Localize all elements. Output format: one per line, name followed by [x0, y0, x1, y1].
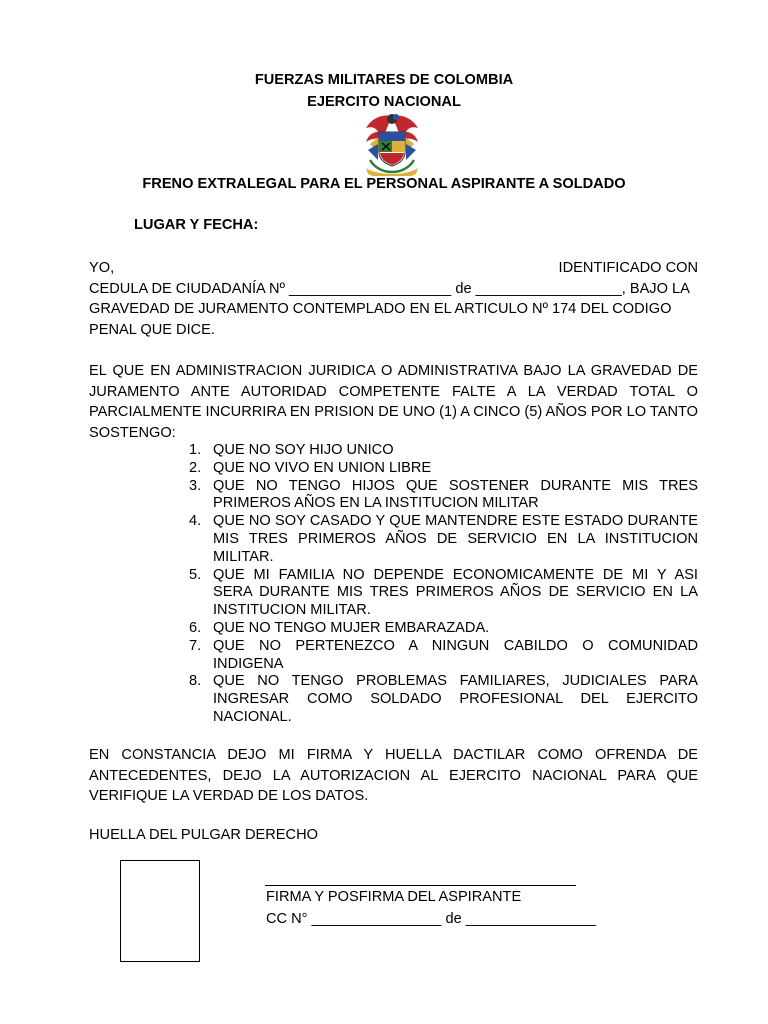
juramento-line: GRAVEDAD DE JURAMENTO CONTEMPLADO EN EL ARTICULO Nº 174 DEL CODIGO: [89, 301, 672, 317]
thumbprint-label: HUELLA DEL PULGAR DERECHO: [89, 827, 318, 843]
legal-quote-paragraph: EL QUE EN ADMINISTRACION JURIDICA O ADMINISTRATIVA BAJO LA GRAVEDAD DE JURAMENTO ANTE AUTORIDAD COMPETENTE FALTE A LA VERDAD TOTAL O PARCIALMENTE INCURRIRA EN PRISION DE UNO (1) A CINCO (5) AÑOS POR LO TANTO SOSTENGO:: [89, 363, 698, 441]
list-item: 6. QUE NO TENGO MUJER EMBARAZADA.: [189, 619, 490, 636]
intro-paragraph: [89, 258, 698, 340]
list-item: 4. QUE NO SOY CASADO Y QUE MANTENDRE ESTE ESTADO DURANTE MIS TRES PRIMEROS AÑOS DE SERVICIO EN LA INSTITUCION MILITAR.: [189, 513, 698, 565]
identificado-label: IDENTIFICADO CON: [558, 260, 698, 276]
penal-line: PENAL QUE DICE.: [89, 321, 215, 338]
header-line-1: FUERZAS MILITARES DE COLOMBIA: [254, 72, 514, 88]
cedula-line: CEDULA DE CIUDADANÍA Nº ____________________ de __________________, BAJO LA: [89, 280, 690, 297]
document-title: FRENO EXTRALEGAL PARA EL PERSONAL ASPIRANTE A SOLDADO: [142, 176, 626, 192]
list-item: 1. QUE NO SOY HIJO UNICO: [189, 442, 394, 458]
list-item: 5. QUE MI FAMILIA NO DEPENDE ECONOMICAMENTE DE MI Y ASI SERA DURANTE MIS TRES PRIMEROS AÑOS DE SERVICIO EN LA INSTITUCION MILITAR.: [189, 566, 698, 619]
coat-of-arms-emblem: [358, 110, 426, 176]
signature-line: [265, 885, 576, 886]
list-item: 8. QUE NO TENGO PROBLEMAS FAMILIARES, JUDICIALES PARA INGRESAR COMO SOLDADO PROFESIONAL DEL EJERCITO NACIONAL.: [189, 673, 698, 725]
place-date-label: LUGAR Y FECHA:: [134, 217, 259, 233]
yo-label: YO,: [89, 260, 115, 276]
list-item: 2. QUE NO VIVO EN UNION LIBRE: [189, 459, 432, 476]
list-item: 3. QUE NO TENGO HIJOS QUE SOSTENER DURANTE MIS TRES PRIMEROS AÑOS EN LA INSTITUCION MILITAR: [189, 477, 698, 512]
list-item: 7. QUE NO PERTENEZCO A NINGUN CABILDO O COMUNIDAD INDIGENA: [189, 637, 698, 672]
thumbprint-box: [120, 860, 200, 962]
cc-line: CC N° ________________ de ________________: [266, 911, 596, 927]
signature-label: FIRMA Y POSFIRMA DEL ASPIRANTE: [266, 889, 522, 905]
constancia-paragraph: EN CONSTANCIA DEJO MI FIRMA Y HUELLA DACTILAR COMO OFRENDA DE ANTECEDENTES, DEJO LA AUTORIZACION AL EJERCITO NACIONAL PARA QUE VERIFIQUE LA VERDAD DE LOS DATOS.: [89, 747, 698, 804]
header-line-2: EJERCITO NACIONAL: [307, 94, 461, 110]
sworn-statements-list: [178, 442, 698, 727]
